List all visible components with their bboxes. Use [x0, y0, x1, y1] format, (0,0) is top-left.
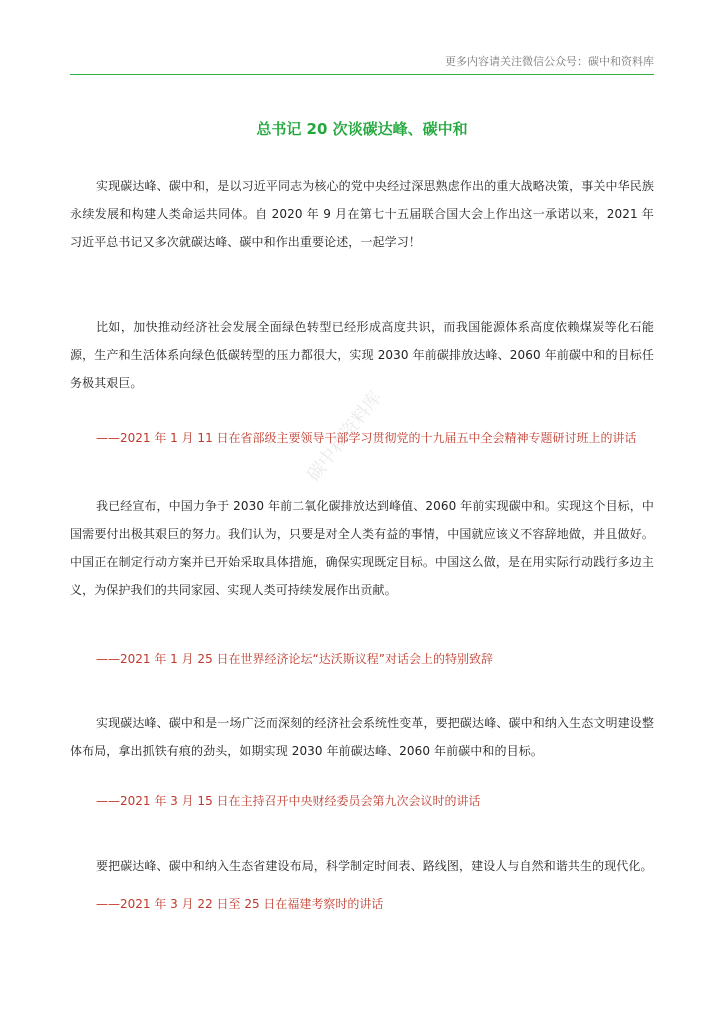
quote-2-source: ——2021 年 1 月 25 日在世界经济论坛“达沃斯议程”对话会上的特别致辞: [96, 652, 493, 666]
header-note: 更多内容请关注微信公众号：碳中和资料库: [445, 55, 654, 68]
watermark: 碳中和资料库: [303, 387, 387, 486]
quote-1-text: 比如，加快推动经济社会发展全面绿色转型已经形成高度共识，而我国能源体系高度依赖煤炭等化石能源，生产和生活体系向绿色低碳转型的压力都很大，实现 2030 年前碳排放达峰、2060 年前碳中和的目标任务极其艰巨。: [70, 320, 654, 390]
quote-4-source: ——2021 年 3 月 22 日至 25 日在福建考察时的讲话: [96, 897, 384, 911]
quote-1-source: ——2021 年 1 月 11 日在省部级主要领导干部学习贯彻党的十九届五中全会精神专题研讨班上的讲话: [96, 431, 637, 445]
quote-3-text: 实现碳达峰、碳中和是一场广泛而深刻的经济社会系统性变革，要把碳达峰、碳中和纳入生态文明建设整体布局，拿出抓铁有痕的劲头，如期实现 2030 年前碳达峰、2060 年前碳中和的目标。: [70, 716, 654, 758]
quote-4-text: 要把碳达峰、碳中和纳入生态省建设布局，科学制定时间表、路线图，建设人与自然和谐共生的现代化。: [96, 859, 653, 873]
page-title: 总书记 20 次谈碳达峰、碳中和: [256, 120, 468, 138]
intro-paragraph: 实现碳达峰、碳中和，是以习近平同志为核心的党中央经过深思熟虑作出的重大战略决策，事关中华民族永续发展和构建人类命运共同体。自 2020 年 9 月在第七十五届联合国大会上作出这一承诺以来，2021 年习近平总书记又多次就碳达峰、碳中和作出重要论述，一起学习！: [70, 179, 654, 249]
quote-3-source: ——2021 年 3 月 15 日在主持召开中央财经委员会第九次会议时的讲话: [96, 794, 481, 808]
quote-2-text: 我已经宣布，中国力争于 2030 年前二氧化碳排放达到峰值、2060 年前实现碳中和。实现这个目标，中国需要付出极其艰巨的努力。我们认为，只要是对全人类有益的事情，中国就应该义不容辞地做，并且做好。中国正在制定行动方案并已开始采取具体措施，确保实现既定目标。中国这么做，是在用实际行动践行多边主义，为保护我们的共同家园、实现人类可持续发展作出贡献。: [70, 499, 654, 597]
page-header: [70, 50, 654, 75]
